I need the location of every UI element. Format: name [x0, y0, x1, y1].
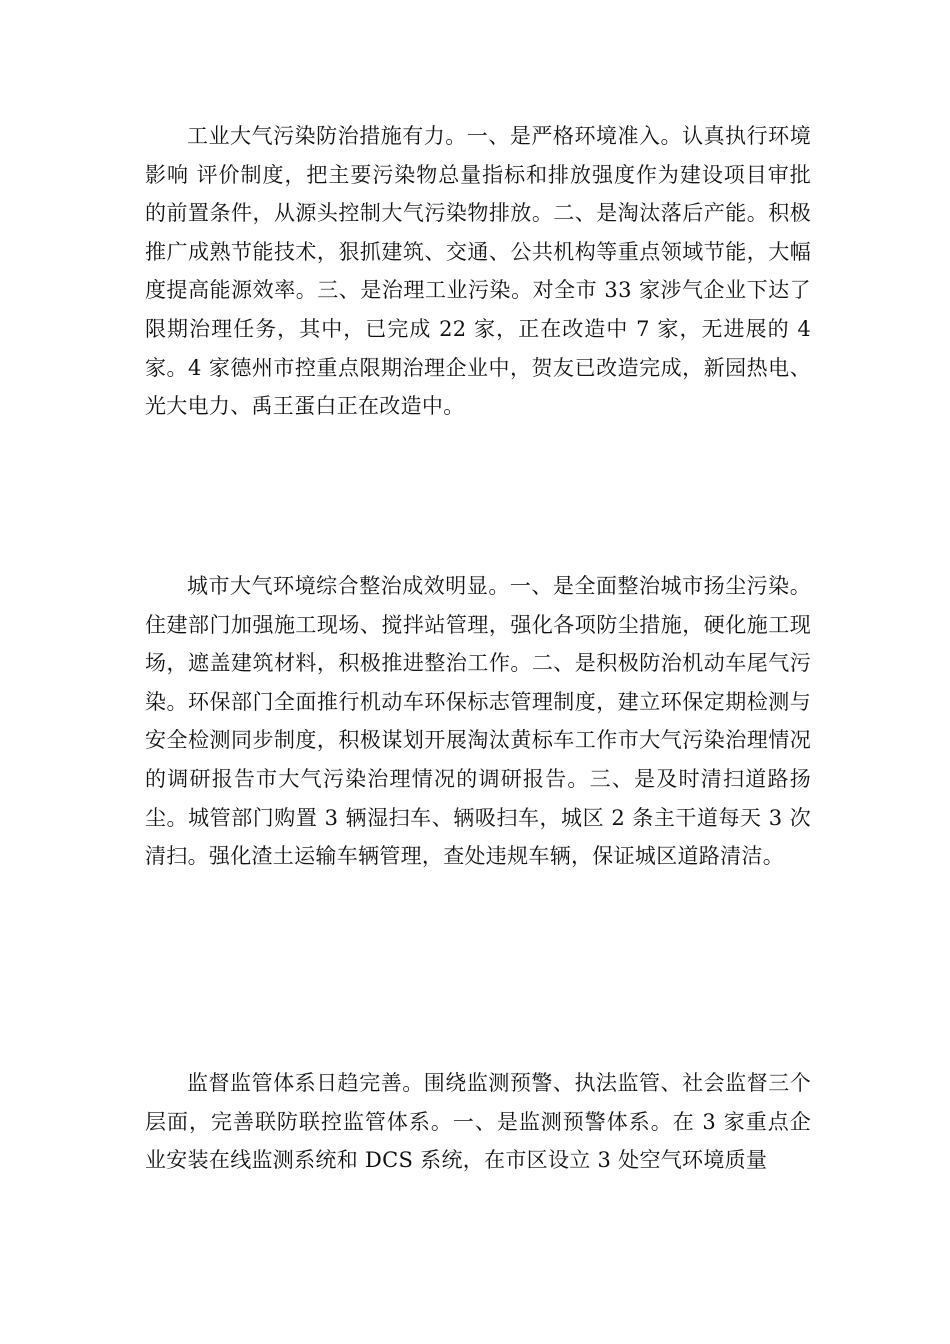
paragraph-supervision-system: 监督监管体系日趋完善。围绕监测预警、执法监管、社会监督三个层面，完善联防联控监管体系。一、是监测预警体系。在 3 家重点企业安装在线监测系统和 DCS 系统，在市区设立 3 处空气环境质量: [145, 1071, 811, 1173]
paragraph-industrial-air-pollution: 工业大气污染防治措施有力。一、是严格环境准入。认真执行环境影响 评价制度，把主要污染物总量指标和排放强度作为建设项目审批的前置条件，从源头控制大气污染物排放。二、是淘汰落后产能。积极推广成熟节能技术，狠抓建筑、交通、公共机构等重点领域节能，大幅度提高能源效率。三、是治理工业污染。对全市 33 家涉气企业下达了限期治理任务，其中，已完成 22 家，正在改造中 7 家，无进展的 4 家。4 家德州市控重点限期治理企业中，贺友已改造完成，新园热电、光大电力、禹王蛋白正在改造中。: [145, 124, 811, 419]
paragraph-urban-air-environment: 城市大气环境综合整治成效明显。一、是全面整治城市扬尘污染。住建部门加强施工现场、搅拌站管理，强化各项防尘措施，硬化施工现场，遮盖建筑材料，积极推进整治工作。二、是积极防治机动车尾气污染。环保部门全面推行机动车环保标志管理制度，建立环保定期检测与安全检测同步制度，积极谋划开展淘汰黄标车工作市大气污染治理情况的调研报告市大气污染治理情况的调研报告。三、是及时清扫道路扬尘。城管部门购置 3 辆湿扫车、辆吸扫车，城区 2 条主干道每天 3 次清扫。强化渣土运输车辆管理，查处违规车辆，保证城区道路清洁。: [145, 574, 811, 869]
